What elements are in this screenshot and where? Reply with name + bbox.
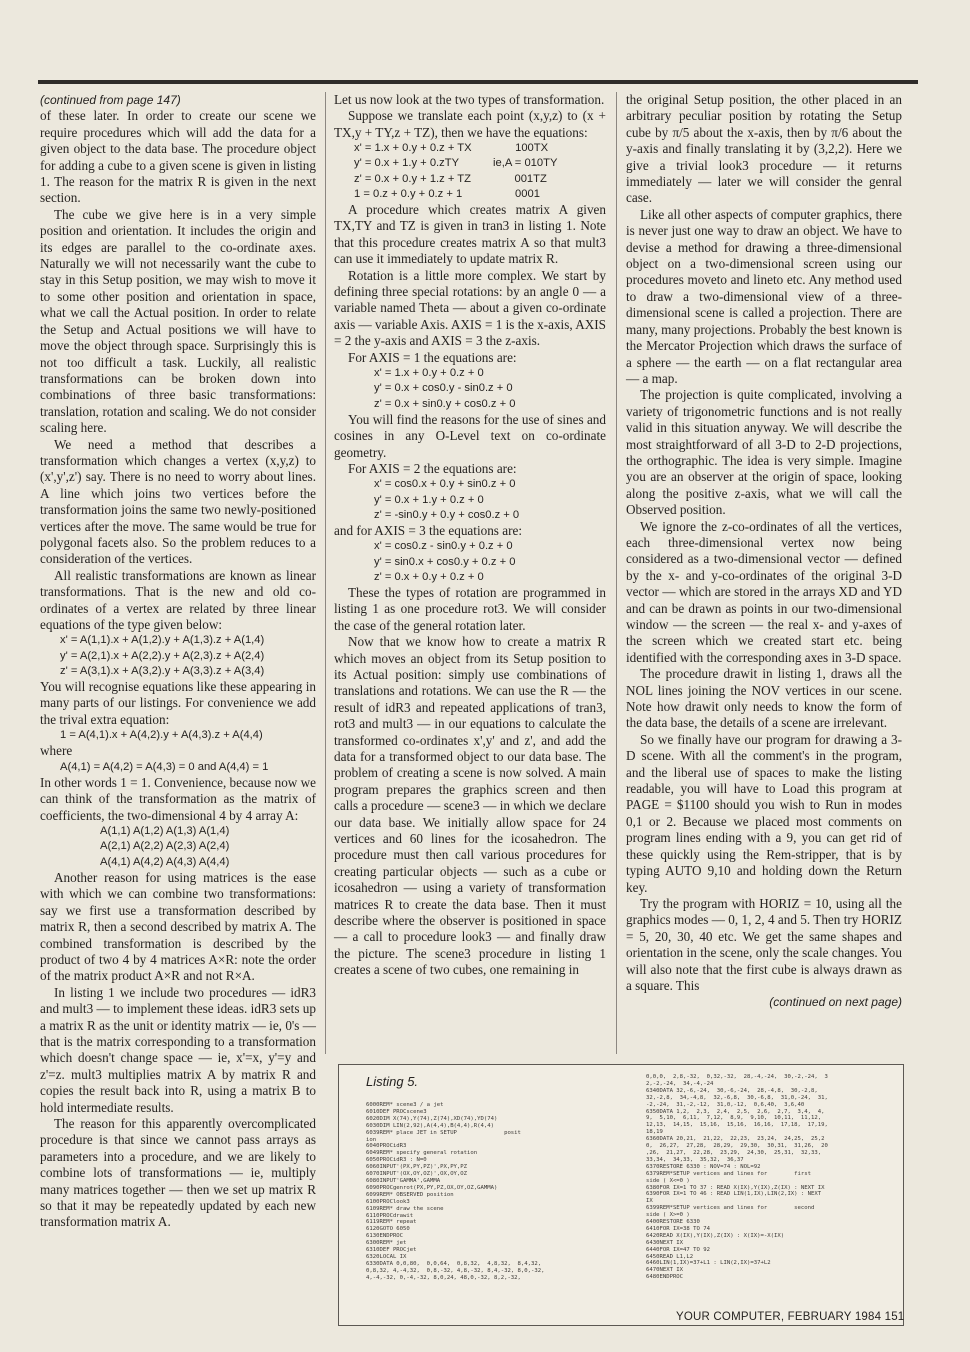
paragraph: The cube we give here is in a very simple position and orientation. It includes the origin and its edges are parallel to the co-ordinate axes. Naturally we will not necessarily want the cube to stay in this Setup position, we may wish to move it to some other position and orientation in space, what we call the Actual position. In order to relate the Setup and Actual positions we will have to move the object through space. Surprisingly this is not too difficult a task. Luckily, all realistic transformations can be broken down into combinations of three basic transformations: translation, rotation and scaling. We do not consider scaling here. [40,206,316,436]
article-column-2 [334,92,606,979]
column-divider [325,92,326,1054]
matrix-row: A(4,1) A(4,2) A(4,3) A(4,4) [100,855,230,868]
page-footer: YOUR COMPUTER, FEBRUARY 1984 151 [676,1311,905,1323]
equation: z' = A(3,1).x + A(3,2).y + A(3,3).z + A(3,4) [60,664,265,677]
paragraph: We ignore the z-co-ordinates of all the vertices, each three-dimensional vertex now being considered as a two-dimensional vector — defined by the x- and y-co-ordinates of the original 3-D vector — which are stored in the arrays XD and YD and can be drawn as points in our two-dimensional window — the screen — the real x- and y-axes of the screen which we created start etc. being identified with the corresponding axes in 3-D space. [626,518,902,665]
article-column-3 [626,92,902,1011]
column-divider [616,92,617,1054]
paragraph: These the types of rotation are programmed in listing 1 as one procedure rot3. We will consider the case of the general rotation later. [334,584,606,633]
paragraph: Let us now look at the two types of transformation. [334,92,605,107]
article-column-1 [40,92,316,1231]
paragraph: the original Setup position, the other placed in an arbitrary peculiar position by rotating the Setup cube by π/5 about the x-axis, then by π/6 about the y-axis and finally translating it by (3,2,2). Here we give a trivial look3 procedure — it returns immediately — later we will consider the genral case. [626,92,902,206]
paragraph: You will recognise equations like these appearing in many parts of our listings. For convenience we add the trival extra equation: [40,679,316,727]
paragraph: A procedure which creates matrix A given TX,TY and TZ is given in tran3 in listing 1. Note that this procedure creates matrix A so that mult3 can use it immediately to update matrix R. [334,202,606,267]
equation: x' = A(1,1).x + A(1,2).y + A(1,3).z + A(1,4) [60,634,265,647]
continued-on-label: (continued on next page) [769,995,902,1010]
paragraph: The projection is quite complicated, involving a variety of trigonometric functions and is not really valid in this situation anyway. We will describe the most straightforward of all 3-D to 2-D projections, the orthographic. The idea is very simple. Imagine you are an observer at the origin of space, looking along the positive z-axis, what we will call the Observed position. [626,387,902,518]
paragraph: For AXIS = 1 the equations are: [348,349,517,365]
paragraph: Another reason for using matrices is the ease with which we can combine two transformations: say we first use a transformation described by matrix R, then a second described by matrix A. The combined transformation is described by the product of two 4 by 4 matrices A×R: note the order of the matrix product A×R and not R×A. [40,869,316,984]
equation: 1 = A(4,1).x + A(4,2).y + A(4,3).z + A(4,4) [60,729,263,742]
rotation-equations: x' = 1.x + 0.y + 0.z + 0 y' = 0.x + cos0.y - sin0.z + 0 z' = 0.x + sin0.y + cos0.z + 0 [374,367,516,410]
paragraph: In listing 1 we include two procedures — idR3 and mult3 — to implement these ideas. idR3 sets up a matrix R as the unit or identity matrix — ie, 0's — that is the matrix corresponding to a transformation which doesn't change space — ie, x'=x, y'=y and z'=z. mult3 multiplies matrix A by matrix R and copies the result back into R, using a matrix B to hold intermediate results. [40,984,316,1115]
paragraph: For AXIS = 2 the equations are: [348,460,517,476]
paragraph: Suppose we translate each point (x,y,z) to (x + TX,y + TY,z + TZ), then we have the equations: [334,108,606,140]
listing-code-right: 0,0,0, 2,8,-32, 0,32,-32, 28,-4,-24, 30,-2,-24, 3 2,-2,-24, 34,-4,-24 6340DATA 32,-6,-24, 30,-6,-24, 28,-4,8, 30,-2,8, 32,-2,8, 34,-4,8, 32,-6,8, 30,-6,8, 31,0,-24, 31, -2,-24, 31,-2,-12, 31,0,-12, 0,6,40, 3,6,40 6350DATA 1,2, 2,3, 2,4, 2,5, 2,6, 2,7, 3,4, 4, 9, 5,10, 6,11, 7,12, 8,9, 9,10, 10,11, 11,12, 12,13, 14,15, 15,16, 15,16, 16,16, 17,18, 17,19, 18,19 6360DATA 20,21, 21,22, 22,23, 23,24, 24,25, 25,2 0, 26,27, 27,28, 28,29, 29,30, 30,31, 31,26, 20 ,26, 21,27, 22,28, 23,29, 24,30, 25,31, 32,33, 33,34, 34,33, 35,32, 36,37 6370RESTORE 6330 : NOV=74 : NOL=92 6379REM*SETUP vertices and lines for first side ( X<=0 ) 6380FOR IX=1 TO 37 : READ X(IX),Y(IX),Z(IX) : NEXT IX 6390FOR IX=1 TO 46 : READ LIN(1,IX),LIN(2,IX) : NEXT IX 6399REM*SETUP vertices and lines for second side ( X>=0 ) 6400RESTORE 6330 6410FOR IX=38 TO 74 6420READ X(IX),Y(IX),Z(IX) : X(IX)=-X(IX) 6430NEXT IX 6440FOR IX=47 TO 92 6450READ L1,L2 6460LIN(1,IX)=37+L1 : LIN(2,IX)=37+L2 6470NEXT IX 6480ENDPROC [646,1074,828,1281]
paragraph: and for AXIS = 3 the equations are: [334,522,522,538]
paragraph: In other words 1 = 1. Convenience, because now we can think of the transformation as the matrix of coefficients, the two-dimensional 4 by 4 array A: [40,775,316,823]
listing-code-left: 6000REM* scene3 / a jet 6010DEF PROCscene3 6020DIM X(74),Y(74),Z(74),XD(74),YD(74) 6030DIM LIN(2,92),A(4,4),B(4,4),R(4,4) 6039REM* place JET in SETUP posit ion 6040PROCidR3 6049REM* specify general rotation 6050PROCidR3 : N=0 6060INPUT'(PX,PY,PZ)',PX,PY,PZ 6070INPUT'(OX,OY,OZ)',OX,OY,OZ 6080INPUT'GAMMA',GAMMA 6090PROCgenrot(PX,PY,PZ,OX,OY,OZ,GAMMA) 6099REM* OBSERVED position 6100PROClook3 6109REM* draw the scene 6110PROCdrawit 6119REM* repeat 6120GOTO 6050 6130ENDPROC 6300REM* jet 6310DEF PROCjet 6320LOCAL IX 6330DATA 0,0,80, 0,0,64, 0,8,32, 4,8,32, 8,4,32, 0,8,32, 4,-4,32, 0,8,-32, 4,8,-32, 8,4,-32, 8,0,-32, 4,-4,-32, 0,-4,-32, 8,0,24, 48,0,-32, 8,2,-32, [366,1102,545,1281]
paragraph: where [40,743,73,759]
paragraph: We need a method that describes a transformation which changes a vertex (x,y,z) to (x',y',z') say. There is no need to worry about lines. A line which joins two vertices before the transformation joins the same two newly-positioned vertices after the move. The same would be true for polygonal facets also. So the problem reduces to a consideration of the vertices. [40,436,316,567]
rotation-equations: x' = cos0.z - sin0.y + 0.z + 0 y' = sin0.x + cos0.y + 0.z + 0 z' = 0.x + 0.y + 0.z + 0 [374,540,516,583]
top-rule [38,80,918,84]
paragraph: of these later. In order to create our scene we require procedures which will add the data for a given object to the data base. The procedure object for adding a cube to a given scene is given in listing 1. The reason for the matrix R is given in the next section. [40,108,316,206]
listing-title: Listing 5. [366,1074,419,1089]
paragraph: Try the program with HORIZ = 10, using all the graphics modes — 0, 1, 2, 4 and 5. Then try HORIZ = 5, 20, 30, 40 etc. We get the same shapes and orientation in the scene, only the scale changes. You will also note that the first cube is always drawn as a square. This [626,895,902,993]
rotation-equations: x' = cos0.x + 0.y + sin0.z + 0 y' = 0.x + 1.y + 0.z + 0 z' = -sin0.y + 0.y + cos0.z + 0 [374,478,520,521]
paragraph: The procedure drawit in listing 1, draws all the NOL lines joining the NOV vertices in our scene. Note how drawit only needs to know the form of the data base, the details of a scene are irrelevant. [626,666,902,731]
paragraph: So we finally have our program for drawing a 3-D scene. With all the comment's in the program, and the liberal use of spaces to make the listing readable, you will have to Load this program at PAGE = $1100 should you wish to Run in modes 0,1 or 2. Because we placed most comments on program lines ending with a 9, you can get rid of these quickly using the Rem-stripper, that is by typing AUTO 9,10 and holding down the Return key. [626,731,902,895]
continued-from-label: (continued from page 147) [40,93,181,107]
paragraph: The reason for this apparently overcomplicated procedure is that since we cannot pass arrays as parameters into a procedure, and we are likely to combine lots of transformations — ie, multiply many matrices together — then we set up matrix R so that it may be repeatedly updated by each new transformation matrix A. [40,1115,316,1230]
paragraph: Now that we know how to create a matrix R which moves an object from its Setup position to its Actual position: simply use combinations of translations and rotations. We can use the R — the result of idR3 and repeated applications of tran3, rot3 and mult3 — in our equations to calculate the transformed co-ordinates x',y' and z', and add the data for a transformed object to our data base. The problem of creating a scene is now solved. A main program prepares the graphics screen and then calls a procedure — scene3 — in which we declare our data base. We initially allow space for 24 vertices and 60 lines for the icosahedron. The procedure must then call various procedures for creating particular objects — such as a cube or icosahedron — using a variety of transformation matrices R to create the data base. Then it must describe where the observer is positioned in space — a call to procedure look3 — and finally draw the picture. The scene3 procedure in listing 1 creates a scene of two cubes, one remaining in [334,634,606,978]
paragraph: Rotation is a little more complex. We start by defining three special rotations: by an angle 0 — a variable named Theta — about a given co-ordinate axis — variable Axis. AXIS = 1 is the x-axis, AXIS = 2 the y-axis and AXIS = 3 the z-axis. [334,267,606,349]
paragraph: Like all other aspects of computer graphics, there is never just one way to draw an object. We have to devise a method for drawing a three-dimensional object on a two-dimensional screen using our procedures moveto and lineto etc. Any method used to draw a two-dimensional view of a three-dimensional scene is called a projection. There are many, many projections. Probably the best known is the Mercator Projection which draws the surface of a sphere — the earth — on a flat rectangular area — a map. [626,206,902,386]
equation: A(4,1) = A(4,2) = A(4,3) = 0 and A(4,4) = 1 [60,760,269,773]
paragraph: All realistic transformations are known as linear transformations. That is the new and old co-ordinates of a vertex are related by three linear equations of the type given below: [40,567,316,632]
matrix-row: A(1,1) A(1,2) A(1,3) A(1,4) [100,825,230,838]
equation: y' = A(2,1).x + A(2,2).y + A(2,3).z + A(2,4) [60,649,265,662]
paragraph: You will find the reasons for the use of sines and cosines in any O-Level text on co-ordinate geometry. [334,411,606,460]
matrix-row: A(2,1) A(2,2) A(2,3) A(2,4) [100,840,230,853]
translation-equations: x' = 1.x + 0.y + 0.z + TX 100TX y' = 0.x + 1.y + 0.zTY ie,A = 010TY z' = 0.x + 0.y + 1.z + TZ 001TZ 1 = 0.z + 0.y + 0.z + 1 0001 [354,142,558,200]
